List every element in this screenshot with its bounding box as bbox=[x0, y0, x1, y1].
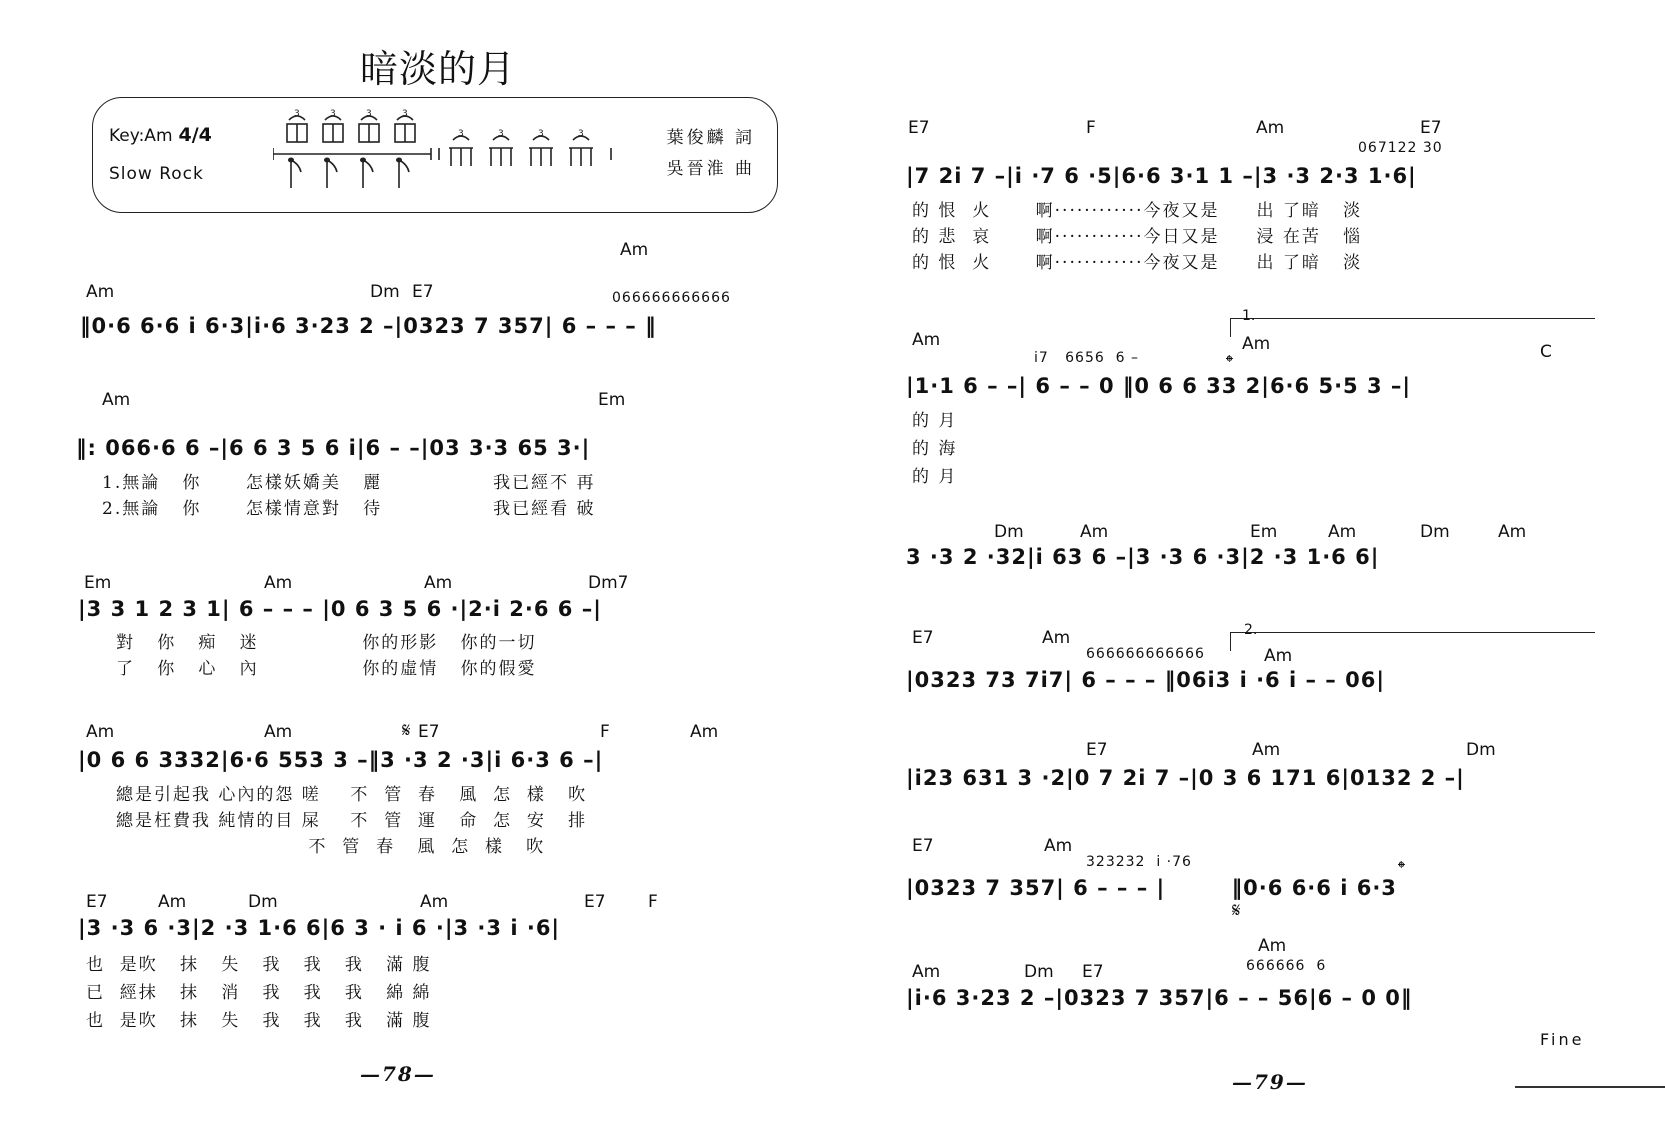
chord: F bbox=[648, 892, 658, 912]
chord: Em bbox=[1250, 522, 1278, 542]
svg-text:3: 3 bbox=[294, 109, 300, 119]
chord: Em bbox=[84, 573, 112, 593]
triplet-notes: 323232 i ·76 bbox=[1086, 854, 1192, 870]
chord: F bbox=[600, 722, 610, 742]
lyric-line: 的 悲 哀 啊············今日又是 浸 在苦 惱 bbox=[912, 227, 1363, 247]
lyric-line: 也 是吹 抹 失 我 我 我 滿 腹 bbox=[86, 1011, 432, 1031]
lyric-line: 對 你 痴 迷 你的形影 你的一切 bbox=[116, 633, 537, 653]
lyricist-credit: 葉俊麟 詞 bbox=[666, 128, 755, 148]
notation-line: |i23 631 3 ·2|0 7 2i 7 –|0 3 6 171 6|0132 2 –| bbox=[906, 766, 1465, 790]
chord: C bbox=[1540, 342, 1552, 362]
notation-line: |0323 7 357| 6 – – – | ‖0·6 6·6 i 6·3 bbox=[906, 876, 1397, 900]
key-signature bbox=[109, 124, 212, 146]
page-number: —78— bbox=[360, 1062, 436, 1086]
notation-line: |1·1 6 – –| 6 – – 0 ‖0 6 6 33 2|6·6 5·5 3 –| bbox=[906, 374, 1412, 398]
chord: Dm bbox=[248, 892, 278, 912]
song-title: 暗淡的月 bbox=[360, 47, 517, 91]
notation-line: ‖0·6 6·6 i 6·3|i·6 3·23 2 –|0323 7 357| 6 – – – ‖ bbox=[80, 314, 657, 338]
first-ending-bracket bbox=[1230, 318, 1595, 337]
right-page bbox=[832, 0, 1665, 1136]
chord: Am bbox=[912, 330, 941, 350]
chord: E7 bbox=[412, 282, 434, 302]
chord: Em bbox=[598, 390, 626, 410]
lyric-line: 的 月 bbox=[912, 411, 958, 431]
triplet-notes: 066666666666 bbox=[612, 290, 731, 306]
lyric-line: 不 管 春 風 怎 樣 吹 bbox=[116, 837, 546, 857]
chord: E7 bbox=[908, 118, 930, 138]
chord: Dm bbox=[1466, 740, 1496, 760]
chord: Am bbox=[424, 573, 453, 593]
corner-rule bbox=[1515, 1086, 1665, 1088]
notation-line: ‖: 066·6 6 –|6 6 3 5 6 i|6 – –|03 3·3 65 3·| bbox=[76, 436, 591, 460]
chord: E7 bbox=[912, 628, 934, 648]
chord: Am bbox=[912, 962, 941, 982]
lyric-line: 已 經抹 抹 消 我 我 我 綿 綿 bbox=[86, 983, 432, 1003]
svg-text:3: 3 bbox=[330, 109, 336, 119]
notation-line: |7 2i 7 –|i ·7 6 ·5|6·6 3·1 1 –|3 ·3 2·3 1·6| bbox=[906, 164, 1417, 188]
svg-text:3: 3 bbox=[578, 129, 584, 139]
notation-line: |0323 73 7i7| 6 – – – ‖06i3 i ·6 i – – 06| bbox=[906, 668, 1386, 692]
chord: Am bbox=[102, 390, 131, 410]
svg-text:3: 3 bbox=[458, 129, 464, 139]
chord: Am bbox=[1042, 628, 1071, 648]
chord: Am bbox=[86, 282, 115, 302]
svg-text:3: 3 bbox=[498, 129, 504, 139]
page-number: —79— bbox=[1232, 1070, 1308, 1094]
segno-icon: 𝄋 bbox=[1232, 898, 1241, 922]
fine-label: Fine bbox=[1540, 1030, 1585, 1049]
svg-text:3: 3 bbox=[402, 109, 408, 119]
triplet-notes: 067122 30 bbox=[1358, 140, 1443, 156]
lyric-line: 2.無論 你 怎樣情意對 待 我已經看 破 bbox=[102, 499, 596, 519]
svg-text:3: 3 bbox=[538, 129, 544, 139]
notation-line: 3 ·3 2 ·32|i 63 6 –|3 ·3 6 ·3|2 ·3 1·6 6| bbox=[906, 545, 1380, 569]
composer-credit: 吳晉淮 曲 bbox=[666, 159, 755, 179]
upper-notes: i7 6656 6 – bbox=[1034, 350, 1140, 366]
rhythm-notation-icon bbox=[273, 102, 633, 202]
chord: Dm bbox=[1024, 962, 1054, 982]
segno-icon: 𝄋 bbox=[402, 718, 411, 742]
chord: E7 bbox=[584, 892, 606, 912]
lyric-line: 總是枉費我 純情的目 屎 不 管 運 命 怎 安 排 bbox=[116, 811, 588, 831]
chord: Am bbox=[1080, 522, 1109, 542]
chord: F bbox=[1086, 118, 1096, 138]
chord: Am bbox=[1258, 936, 1287, 956]
chord: Am bbox=[264, 722, 293, 742]
chord: Dm bbox=[370, 282, 400, 302]
chord: Am bbox=[1242, 334, 1271, 354]
chord: Am bbox=[1044, 836, 1073, 856]
chord: Am bbox=[620, 240, 649, 260]
notation-line: |i·6 3·23 2 –|0323 7 357|6 – – 56|6 – 0 0‖ bbox=[906, 986, 1413, 1010]
lyric-line: 1.無論 你 怎樣妖嬌美 麗 我已經不 再 bbox=[102, 473, 596, 493]
chord: E7 bbox=[1086, 740, 1108, 760]
chord: Dm bbox=[994, 522, 1024, 542]
style-label: Slow Rock bbox=[109, 164, 204, 184]
chord: Dm bbox=[1420, 522, 1450, 542]
lyric-line: 的 月 bbox=[912, 467, 958, 487]
lyric-line: 的 海 bbox=[912, 439, 958, 459]
lyric-line: 總是引起我 心內的怨 嗟 不 管 春 風 怎 樣 吹 bbox=[116, 785, 588, 805]
lyric-line: 了 你 心 內 你的虛情 你的假愛 bbox=[116, 659, 537, 679]
notation-line: |3 3 1 2 3 1| 6 – – – |0 6 3 5 6 ·|2·i 2·6 6 –| bbox=[78, 597, 602, 621]
chord: E7 bbox=[86, 892, 108, 912]
triplet-notes: 666666666666 bbox=[1086, 646, 1205, 662]
chord: Am bbox=[420, 892, 449, 912]
chord: Am bbox=[1498, 522, 1527, 542]
triplet-notes: 666666 6 bbox=[1246, 958, 1327, 974]
lyric-line: 的 恨 火 啊············今夜又是 出 了暗 淡 bbox=[912, 201, 1363, 221]
chord: Am bbox=[264, 573, 293, 593]
second-ending-number: 2. bbox=[1244, 622, 1258, 638]
lyric-line: 也 是吹 抹 失 我 我 我 滿 腹 bbox=[86, 955, 432, 975]
key-label: Key:Am bbox=[109, 126, 173, 146]
left-page bbox=[0, 0, 832, 1136]
first-ending-number: 1. bbox=[1242, 308, 1256, 324]
coda-icon: 𝄌 bbox=[1226, 350, 1233, 374]
chord: E7 bbox=[912, 836, 934, 856]
chord: Am bbox=[1252, 740, 1281, 760]
chord: Am bbox=[690, 722, 719, 742]
chord: Am bbox=[158, 892, 187, 912]
chord: Dm7 bbox=[588, 573, 629, 593]
chord: Am bbox=[1328, 522, 1357, 542]
chord: Am bbox=[1256, 118, 1285, 138]
chord: E7 bbox=[418, 722, 440, 742]
coda-icon: 𝄌 bbox=[1398, 856, 1405, 880]
time-signature: 4/4 bbox=[178, 124, 212, 146]
chord: E7 bbox=[1082, 962, 1104, 982]
notation-line: |0 6 6 3332|6·6 553 3 –‖3 ·3 2 ·3|i 6·3 6 –| bbox=[78, 748, 604, 772]
lyric-line: 的 恨 火 啊············今夜又是 出 了暗 淡 bbox=[912, 253, 1363, 273]
chord: Am bbox=[86, 722, 115, 742]
notation-line: |3 ·3 6 ·3|2 ·3 1·6 6|6 3 · i 6 ·|3 ·3 i ·6| bbox=[78, 916, 561, 940]
chord: E7 bbox=[1420, 118, 1442, 138]
chord: Am bbox=[1264, 646, 1293, 666]
info-box bbox=[92, 97, 778, 213]
svg-text:3: 3 bbox=[366, 109, 372, 119]
